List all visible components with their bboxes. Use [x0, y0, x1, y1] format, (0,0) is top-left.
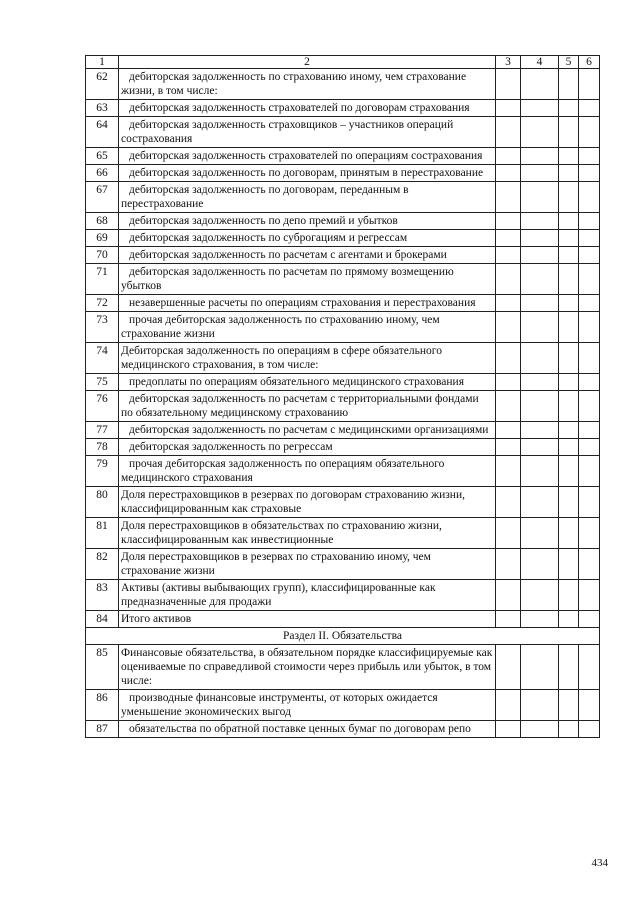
row-label: предоплаты по операциям обязательного медицинского страхования	[119, 374, 496, 391]
table-row	[86, 213, 600, 230]
row-label: дебиторская задолженность страхователей по операциям сострахования	[119, 148, 496, 165]
value-cell	[521, 213, 559, 230]
value-cell	[579, 422, 600, 439]
row-label: обязательства по обратной поставке ценных бумаг по договорам репо	[119, 721, 496, 738]
value-cell	[521, 580, 559, 611]
table-row	[86, 148, 600, 165]
balance-sheet-table	[85, 55, 600, 738]
value-cell	[496, 645, 521, 690]
value-cell	[579, 343, 600, 374]
value-cell	[496, 117, 521, 148]
table-row	[86, 580, 600, 611]
row-number: 69	[86, 230, 119, 247]
column-header: 5	[559, 56, 579, 69]
value-cell	[579, 487, 600, 518]
row-label: производные финансовые инструменты, от которых ожидается уменьшение экономических выгод	[119, 690, 496, 721]
value-cell	[559, 456, 579, 487]
value-cell	[559, 182, 579, 213]
value-cell	[496, 148, 521, 165]
value-cell	[579, 69, 600, 100]
value-cell	[559, 721, 579, 738]
row-number: 72	[86, 295, 119, 312]
value-cell	[521, 343, 559, 374]
value-cell	[521, 456, 559, 487]
value-cell	[579, 611, 600, 628]
value-cell	[521, 264, 559, 295]
row-label: дебиторская задолженность по страхованию иному, чем страхование жизни, в том числе:	[119, 69, 496, 100]
row-label: дебиторская задолженность по расчетам с агентами и брокерами	[119, 247, 496, 264]
table-row	[86, 487, 600, 518]
value-cell	[579, 518, 600, 549]
value-cell	[579, 690, 600, 721]
value-cell	[559, 645, 579, 690]
row-number: 82	[86, 549, 119, 580]
table-row	[86, 100, 600, 117]
table-row	[86, 69, 600, 100]
column-header: 3	[496, 56, 521, 69]
value-cell	[521, 165, 559, 182]
row-number: 74	[86, 343, 119, 374]
row-label: прочая дебиторская задолженность по операциям обязательного медицинского страхования	[119, 456, 496, 487]
value-cell	[496, 518, 521, 549]
table-row	[86, 422, 600, 439]
value-cell	[496, 611, 521, 628]
value-cell	[579, 721, 600, 738]
value-cell	[579, 148, 600, 165]
value-cell	[559, 213, 579, 230]
value-cell	[559, 439, 579, 456]
value-cell	[496, 439, 521, 456]
value-cell	[559, 374, 579, 391]
value-cell	[521, 295, 559, 312]
table-row	[86, 721, 600, 738]
value-cell	[579, 264, 600, 295]
row-label: незавершенные расчеты по операциям страхования и перестрахования	[119, 295, 496, 312]
row-number: 64	[86, 117, 119, 148]
value-cell	[496, 295, 521, 312]
row-label: дебиторская задолженность страхователей по договорам страхования	[119, 100, 496, 117]
value-cell	[521, 487, 559, 518]
value-cell	[521, 422, 559, 439]
value-cell	[559, 391, 579, 422]
value-cell	[521, 721, 559, 738]
column-header: 6	[579, 56, 600, 69]
section-row	[86, 628, 600, 645]
value-cell	[496, 422, 521, 439]
value-cell	[579, 549, 600, 580]
value-cell	[579, 230, 600, 247]
row-number: 77	[86, 422, 119, 439]
row-label: Доля перестраховщиков в резервах по страхованию иному, чем страхование жизни	[119, 549, 496, 580]
row-label: дебиторская задолженность по суброгациям и регрессам	[119, 230, 496, 247]
value-cell	[496, 312, 521, 343]
value-cell	[521, 148, 559, 165]
value-cell	[579, 580, 600, 611]
value-cell	[521, 182, 559, 213]
value-cell	[559, 611, 579, 628]
row-label: дебиторская задолженность по расчетам с территориальными фондами по обязательному медицинскому страхованию	[119, 391, 496, 422]
value-cell	[521, 100, 559, 117]
row-number: 80	[86, 487, 119, 518]
row-number: 85	[86, 645, 119, 690]
value-cell	[496, 230, 521, 247]
column-header: 2	[119, 56, 496, 69]
row-number: 70	[86, 247, 119, 264]
value-cell	[496, 69, 521, 100]
value-cell	[521, 230, 559, 247]
value-cell	[521, 518, 559, 549]
table-row	[86, 182, 600, 213]
row-label: дебиторская задолженность по регрессам	[119, 439, 496, 456]
value-cell	[579, 100, 600, 117]
value-cell	[579, 117, 600, 148]
table-row	[86, 456, 600, 487]
value-cell	[559, 312, 579, 343]
table-row	[86, 518, 600, 549]
value-cell	[496, 549, 521, 580]
row-label: дебиторская задолженность по договорам, переданным в перестрахование	[119, 182, 496, 213]
value-cell	[521, 391, 559, 422]
row-label: Дебиторская задолженность по операциям в сфере обязательного медицинского страхования, в том числе:	[119, 343, 496, 374]
row-number: 78	[86, 439, 119, 456]
column-header: 4	[521, 56, 559, 69]
value-cell	[559, 690, 579, 721]
table-row	[86, 549, 600, 580]
table-body	[86, 56, 600, 738]
row-label: дебиторская задолженность по расчетам по прямому возмещению убытков	[119, 264, 496, 295]
row-label: Доля перестраховщиков в резервах по договорам страхованию жизни, классифицированным как страховые	[119, 487, 496, 518]
value-cell	[496, 690, 521, 721]
row-label: дебиторская задолженность по договорам, принятым в перестрахование	[119, 165, 496, 182]
row-number: 73	[86, 312, 119, 343]
value-cell	[579, 439, 600, 456]
table-row	[86, 439, 600, 456]
value-cell	[496, 487, 521, 518]
table-row	[86, 247, 600, 264]
table-row	[86, 645, 600, 690]
value-cell	[559, 343, 579, 374]
row-number: 81	[86, 518, 119, 549]
value-cell	[579, 391, 600, 422]
value-cell	[496, 100, 521, 117]
value-cell	[521, 549, 559, 580]
section-title: Раздел II. Обязательства	[86, 628, 600, 645]
row-label: дебиторская задолженность страховщиков – участников операций сострахования	[119, 117, 496, 148]
value-cell	[579, 645, 600, 690]
row-number: 65	[86, 148, 119, 165]
row-number: 66	[86, 165, 119, 182]
page-number: 434	[591, 857, 608, 869]
value-cell	[559, 580, 579, 611]
table-row	[86, 295, 600, 312]
row-number: 67	[86, 182, 119, 213]
row-label: Доля перестраховщиков в обязательствах по страхованию жизни, классифицированным как инвестиционные	[119, 518, 496, 549]
row-number: 71	[86, 264, 119, 295]
value-cell	[496, 165, 521, 182]
value-cell	[579, 247, 600, 264]
value-cell	[496, 580, 521, 611]
row-number: 63	[86, 100, 119, 117]
value-cell	[521, 611, 559, 628]
row-label: дебиторская задолженность по расчетам с медицинскими организациями	[119, 422, 496, 439]
row-number: 86	[86, 690, 119, 721]
value-cell	[496, 456, 521, 487]
table-row	[86, 117, 600, 148]
value-cell	[559, 487, 579, 518]
value-cell	[559, 100, 579, 117]
value-cell	[521, 690, 559, 721]
value-cell	[559, 148, 579, 165]
value-cell	[496, 721, 521, 738]
row-label: дебиторская задолженность по депо премий и убытков	[119, 213, 496, 230]
table-row	[86, 230, 600, 247]
row-number: 79	[86, 456, 119, 487]
table-row	[86, 343, 600, 374]
value-cell	[579, 295, 600, 312]
table-row	[86, 165, 600, 182]
value-cell	[496, 391, 521, 422]
value-cell	[496, 247, 521, 264]
value-cell	[521, 645, 559, 690]
table-row	[86, 264, 600, 295]
row-label: прочая дебиторская задолженность по страхованию иному, чем страхование жизни	[119, 312, 496, 343]
value-cell	[559, 518, 579, 549]
value-cell	[496, 182, 521, 213]
value-cell	[579, 312, 600, 343]
value-cell	[559, 117, 579, 148]
value-cell	[579, 182, 600, 213]
row-number: 87	[86, 721, 119, 738]
value-cell	[496, 374, 521, 391]
row-number: 83	[86, 580, 119, 611]
row-label: Финансовые обязательства, в обязательном порядке классифицируемые как оцениваемые по справедливой стоимости через прибыль или убыток, в том числе:	[119, 645, 496, 690]
row-number: 68	[86, 213, 119, 230]
value-cell	[559, 422, 579, 439]
value-cell	[496, 264, 521, 295]
column-header: 1	[86, 56, 119, 69]
value-cell	[559, 264, 579, 295]
value-cell	[559, 69, 579, 100]
value-cell	[559, 165, 579, 182]
row-label: Итого активов	[119, 611, 496, 628]
row-number: 75	[86, 374, 119, 391]
value-cell	[559, 295, 579, 312]
value-cell	[496, 213, 521, 230]
row-number: 76	[86, 391, 119, 422]
table-row	[86, 690, 600, 721]
row-label: Активы (активы выбывающих групп), классифицированные как предназначенные для продажи	[119, 580, 496, 611]
value-cell	[579, 213, 600, 230]
column-header-row	[86, 56, 600, 69]
value-cell	[521, 247, 559, 264]
table-row	[86, 611, 600, 628]
value-cell	[579, 456, 600, 487]
value-cell	[579, 374, 600, 391]
value-cell	[521, 312, 559, 343]
table-row	[86, 312, 600, 343]
value-cell	[521, 69, 559, 100]
value-cell	[579, 165, 600, 182]
value-cell	[559, 247, 579, 264]
value-cell	[521, 117, 559, 148]
value-cell	[559, 549, 579, 580]
row-number: 84	[86, 611, 119, 628]
value-cell	[559, 230, 579, 247]
row-number: 62	[86, 69, 119, 100]
value-cell	[496, 343, 521, 374]
value-cell	[521, 374, 559, 391]
table-row	[86, 374, 600, 391]
table-row	[86, 391, 600, 422]
value-cell	[521, 439, 559, 456]
